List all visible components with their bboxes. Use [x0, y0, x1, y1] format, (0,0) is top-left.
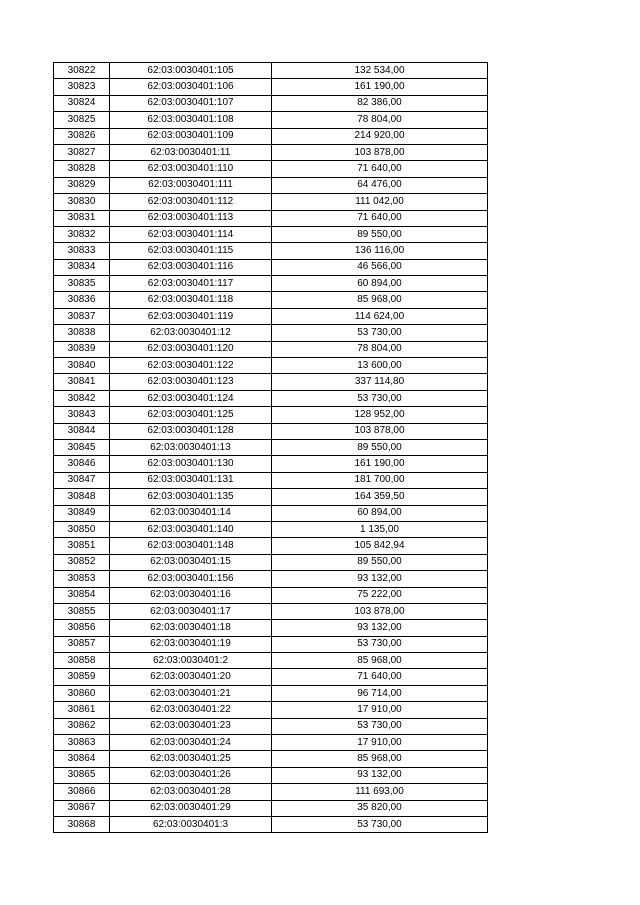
- row-number-cell: 30862: [54, 718, 110, 734]
- cadastral-number-cell: 62:03:0030401:28: [110, 784, 272, 800]
- cadastral-number-cell: 62:03:0030401:2: [110, 653, 272, 669]
- row-number-cell: 30858: [54, 653, 110, 669]
- cadastral-value-cell: 136 116,00: [272, 243, 488, 259]
- cadastral-number-cell: 62:03:0030401:106: [110, 79, 272, 95]
- table-row: [54, 292, 488, 308]
- table-row: [54, 308, 488, 324]
- cadastral-number-cell: 62:03:0030401:11: [110, 144, 272, 160]
- cadastral-value-cell: 85 968,00: [272, 653, 488, 669]
- cadastral-value-cell: 78 804,00: [272, 112, 488, 128]
- table-row: [54, 177, 488, 193]
- table-row: [54, 79, 488, 95]
- row-number-cell: 30844: [54, 423, 110, 439]
- row-number-cell: 30836: [54, 292, 110, 308]
- cadastral-number-cell: 62:03:0030401:105: [110, 63, 272, 79]
- row-number-cell: 30853: [54, 571, 110, 587]
- table-row: [54, 816, 488, 832]
- cadastral-value-cell: 89 550,00: [272, 226, 488, 242]
- table-row: [54, 259, 488, 275]
- table-row: [54, 718, 488, 734]
- cadastral-number-cell: 62:03:0030401:112: [110, 194, 272, 210]
- cadastral-value-cell: 71 640,00: [272, 161, 488, 177]
- table-row: [54, 390, 488, 406]
- table-row: [54, 669, 488, 685]
- row-number-cell: 30852: [54, 554, 110, 570]
- cadastral-number-cell: 62:03:0030401:21: [110, 685, 272, 701]
- table-row: [54, 702, 488, 718]
- table-row: [54, 538, 488, 554]
- table-row: [54, 128, 488, 144]
- row-number-cell: 30838: [54, 325, 110, 341]
- row-number-cell: 30866: [54, 784, 110, 800]
- table-row: [54, 161, 488, 177]
- cadastral-value-cell: 96 714,00: [272, 685, 488, 701]
- cadastral-number-cell: 62:03:0030401:108: [110, 112, 272, 128]
- table-row: [54, 112, 488, 128]
- row-number-cell: 30868: [54, 816, 110, 832]
- table-row: [54, 472, 488, 488]
- cadastral-number-cell: 62:03:0030401:20: [110, 669, 272, 685]
- cadastral-value-cell: 161 190,00: [272, 79, 488, 95]
- cadastral-value-cell: 114 624,00: [272, 308, 488, 324]
- cadastral-value-cell: 111 693,00: [272, 784, 488, 800]
- cadastral-value-cell: 214 920,00: [272, 128, 488, 144]
- cadastral-value-cell: 132 534,00: [272, 63, 488, 79]
- cadastral-number-cell: 62:03:0030401:23: [110, 718, 272, 734]
- cadastral-number-cell: 62:03:0030401:14: [110, 505, 272, 521]
- row-number-cell: 30850: [54, 521, 110, 537]
- cadastral-number-cell: 62:03:0030401:24: [110, 735, 272, 751]
- cadastral-number-cell: 62:03:0030401:131: [110, 472, 272, 488]
- row-number-cell: 30860: [54, 685, 110, 701]
- row-number-cell: 30822: [54, 63, 110, 79]
- row-number-cell: 30851: [54, 538, 110, 554]
- table-row: [54, 439, 488, 455]
- table-row: [54, 210, 488, 226]
- table-row: [54, 767, 488, 783]
- row-number-cell: 30829: [54, 177, 110, 193]
- cadastral-value-cell: 89 550,00: [272, 439, 488, 455]
- table-row: [54, 505, 488, 521]
- cadastral-value-cell: 93 132,00: [272, 620, 488, 636]
- cadastral-value-cell: 93 132,00: [272, 571, 488, 587]
- cadastral-value-cell: 78 804,00: [272, 341, 488, 357]
- row-number-cell: 30833: [54, 243, 110, 259]
- table-row: [54, 325, 488, 341]
- table-row: [54, 784, 488, 800]
- table-row: [54, 423, 488, 439]
- cadastral-value-cell: 53 730,00: [272, 636, 488, 652]
- row-number-cell: 30847: [54, 472, 110, 488]
- cadastral-number-cell: 62:03:0030401:128: [110, 423, 272, 439]
- row-number-cell: 30846: [54, 456, 110, 472]
- row-number-cell: 30827: [54, 144, 110, 160]
- table-row: [54, 521, 488, 537]
- cadastral-number-cell: 62:03:0030401:13: [110, 439, 272, 455]
- cadastral-number-cell: 62:03:0030401:125: [110, 407, 272, 423]
- cadastral-number-cell: 62:03:0030401:19: [110, 636, 272, 652]
- cadastral-value-cell: 128 952,00: [272, 407, 488, 423]
- cadastral-number-cell: 62:03:0030401:29: [110, 800, 272, 816]
- cadastral-value-cell: 337 114,80: [272, 374, 488, 390]
- cadastral-number-cell: 62:03:0030401:124: [110, 390, 272, 406]
- table-row: [54, 636, 488, 652]
- table-row: [54, 685, 488, 701]
- cadastral-value-cell: 71 640,00: [272, 669, 488, 685]
- row-number-cell: 30865: [54, 767, 110, 783]
- table-row: [54, 587, 488, 603]
- cadastral-number-cell: 62:03:0030401:135: [110, 489, 272, 505]
- row-number-cell: 30845: [54, 439, 110, 455]
- cadastral-value-cell: 35 820,00: [272, 800, 488, 816]
- row-number-cell: 30863: [54, 735, 110, 751]
- row-number-cell: 30834: [54, 259, 110, 275]
- cadastral-number-cell: 62:03:0030401:3: [110, 816, 272, 832]
- row-number-cell: 30864: [54, 751, 110, 767]
- row-number-cell: 30856: [54, 620, 110, 636]
- cadastral-number-cell: 62:03:0030401:123: [110, 374, 272, 390]
- row-number-cell: 30840: [54, 358, 110, 374]
- cadastral-value-cell: 53 730,00: [272, 325, 488, 341]
- cadastral-value-cell: 17 910,00: [272, 702, 488, 718]
- cadastral-value-cell: 46 566,00: [272, 259, 488, 275]
- cadastral-value-cell: 71 640,00: [272, 210, 488, 226]
- cadastral-number-cell: 62:03:0030401:114: [110, 226, 272, 242]
- cadastral-number-cell: 62:03:0030401:22: [110, 702, 272, 718]
- row-number-cell: 30835: [54, 276, 110, 292]
- table-row: [54, 194, 488, 210]
- row-number-cell: 30823: [54, 79, 110, 95]
- row-number-cell: 30830: [54, 194, 110, 210]
- table-row: [54, 489, 488, 505]
- cadastral-value-cell: 164 359,50: [272, 489, 488, 505]
- cadastral-number-cell: 62:03:0030401:119: [110, 308, 272, 324]
- table-row: [54, 358, 488, 374]
- table-row: [54, 144, 488, 160]
- row-number-cell: 30841: [54, 374, 110, 390]
- row-number-cell: 30832: [54, 226, 110, 242]
- cadastral-value-cell: 53 730,00: [272, 390, 488, 406]
- table-row: [54, 226, 488, 242]
- cadastral-value-cell: 75 222,00: [272, 587, 488, 603]
- cadastral-value-cell: 60 894,00: [272, 505, 488, 521]
- cadastral-number-cell: 62:03:0030401:140: [110, 521, 272, 537]
- table-row: [54, 276, 488, 292]
- table-row: [54, 603, 488, 619]
- table-row: [54, 554, 488, 570]
- cadastral-value-cell: 89 550,00: [272, 554, 488, 570]
- table-row: [54, 571, 488, 587]
- row-number-cell: 30848: [54, 489, 110, 505]
- cadastral-value-table: [53, 62, 488, 833]
- table-row: [54, 407, 488, 423]
- table-row: [54, 243, 488, 259]
- cadastral-value-cell: 85 968,00: [272, 292, 488, 308]
- cadastral-value-cell: 103 878,00: [272, 144, 488, 160]
- cadastral-number-cell: 62:03:0030401:18: [110, 620, 272, 636]
- row-number-cell: 30839: [54, 341, 110, 357]
- cadastral-number-cell: 62:03:0030401:110: [110, 161, 272, 177]
- cadastral-value-cell: 13 600,00: [272, 358, 488, 374]
- row-number-cell: 30831: [54, 210, 110, 226]
- cadastral-number-cell: 62:03:0030401:117: [110, 276, 272, 292]
- cadastral-value-cell: 64 476,00: [272, 177, 488, 193]
- row-number-cell: 30837: [54, 308, 110, 324]
- cadastral-value-cell: 93 132,00: [272, 767, 488, 783]
- cadastral-number-cell: 62:03:0030401:118: [110, 292, 272, 308]
- row-number-cell: 30859: [54, 669, 110, 685]
- cadastral-value-cell: 85 968,00: [272, 751, 488, 767]
- table-row: [54, 653, 488, 669]
- cadastral-number-cell: 62:03:0030401:17: [110, 603, 272, 619]
- cadastral-number-cell: 62:03:0030401:16: [110, 587, 272, 603]
- row-number-cell: 30843: [54, 407, 110, 423]
- table-row: [54, 620, 488, 636]
- cadastral-value-cell: 17 910,00: [272, 735, 488, 751]
- row-number-cell: 30867: [54, 800, 110, 816]
- cadastral-number-cell: 62:03:0030401:113: [110, 210, 272, 226]
- cadastral-number-cell: 62:03:0030401:156: [110, 571, 272, 587]
- table-body: [54, 63, 488, 833]
- cadastral-value-cell: 53 730,00: [272, 816, 488, 832]
- row-number-cell: 30861: [54, 702, 110, 718]
- cadastral-value-cell: 105 842,94: [272, 538, 488, 554]
- row-number-cell: 30842: [54, 390, 110, 406]
- cadastral-value-cell: 60 894,00: [272, 276, 488, 292]
- cadastral-value-cell: 1 135,00: [272, 521, 488, 537]
- cadastral-value-cell: 181 700,00: [272, 472, 488, 488]
- cadastral-number-cell: 62:03:0030401:109: [110, 128, 272, 144]
- row-number-cell: 30857: [54, 636, 110, 652]
- cadastral-number-cell: 62:03:0030401:148: [110, 538, 272, 554]
- cadastral-number-cell: 62:03:0030401:25: [110, 751, 272, 767]
- cadastral-number-cell: 62:03:0030401:15: [110, 554, 272, 570]
- cadastral-number-cell: 62:03:0030401:120: [110, 341, 272, 357]
- table-row: [54, 800, 488, 816]
- table-row: [54, 735, 488, 751]
- table-row: [54, 374, 488, 390]
- cadastral-number-cell: 62:03:0030401:122: [110, 358, 272, 374]
- row-number-cell: 30854: [54, 587, 110, 603]
- cadastral-number-cell: 62:03:0030401:130: [110, 456, 272, 472]
- table-row: [54, 751, 488, 767]
- cadastral-value-cell: 103 878,00: [272, 603, 488, 619]
- cadastral-value-cell: 111 042,00: [272, 194, 488, 210]
- cadastral-value-cell: 103 878,00: [272, 423, 488, 439]
- cadastral-value-cell: 53 730,00: [272, 718, 488, 734]
- cadastral-number-cell: 62:03:0030401:115: [110, 243, 272, 259]
- row-number-cell: 30828: [54, 161, 110, 177]
- row-number-cell: 30849: [54, 505, 110, 521]
- row-number-cell: 30855: [54, 603, 110, 619]
- table-row: [54, 95, 488, 111]
- cadastral-value-cell: 82 386,00: [272, 95, 488, 111]
- cadastral-number-cell: 62:03:0030401:111: [110, 177, 272, 193]
- row-number-cell: 30826: [54, 128, 110, 144]
- table-row: [54, 341, 488, 357]
- cadastral-value-cell: 161 190,00: [272, 456, 488, 472]
- cadastral-number-cell: 62:03:0030401:116: [110, 259, 272, 275]
- row-number-cell: 30825: [54, 112, 110, 128]
- cadastral-number-cell: 62:03:0030401:12: [110, 325, 272, 341]
- table-row: [54, 456, 488, 472]
- table-row: [54, 63, 488, 79]
- cadastral-number-cell: 62:03:0030401:107: [110, 95, 272, 111]
- cadastral-number-cell: 62:03:0030401:26: [110, 767, 272, 783]
- row-number-cell: 30824: [54, 95, 110, 111]
